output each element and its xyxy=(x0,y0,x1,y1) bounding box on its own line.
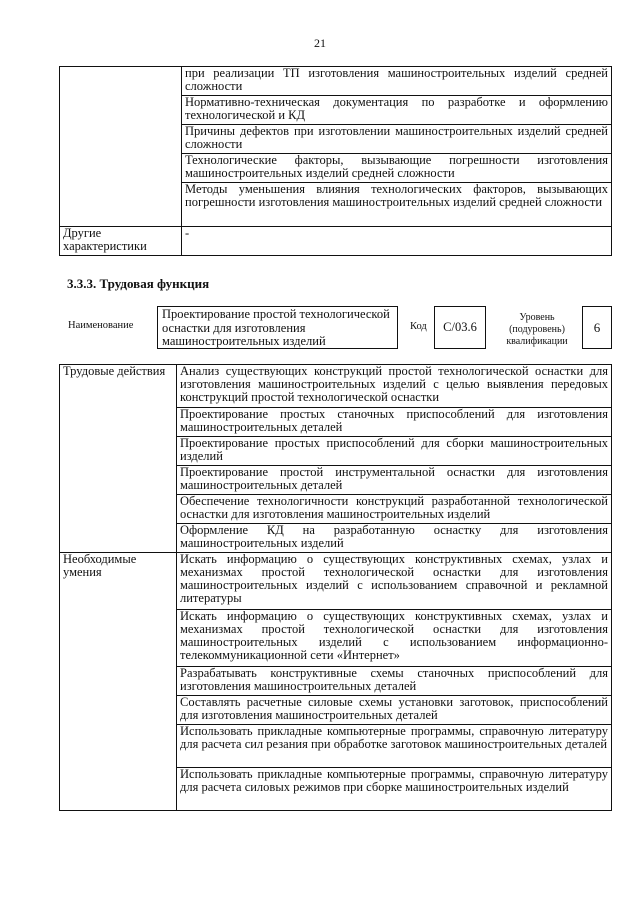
empty-label-cell xyxy=(60,67,182,227)
skills-label: Необходимые умения xyxy=(60,553,177,811)
table-cell: Использовать прикладные компьютерные программы, справочную литературу для расчета сил резания при обработке заготовок машиностроительных деталей xyxy=(177,725,612,768)
table-row xyxy=(60,227,612,256)
table-cell: Технологические факторы, вызывающие погрешности изготовления машиностроительных изделий средней сложности xyxy=(182,154,612,183)
code-value: C/03.6 xyxy=(434,306,486,349)
table-cell: Методы уменьшения влияния технологических факторов, вызывающих погрешности изготовления машиностроительных изделий средней сложности xyxy=(182,183,612,227)
table-cell: Обеспечение технологичности конструкций разработанной технологической оснастки для изготовления машиностроительных изделий xyxy=(177,495,612,524)
table-cell: Анализ существующих конструкций простой технологической оснастки для изготовления машиностроительных изделий с целью выявления передовых конструкций простой технологической оснастки xyxy=(177,365,612,408)
actions-label: Трудовые действия xyxy=(60,365,177,553)
code-label: Код xyxy=(410,321,427,332)
level-label: Уровень (подуровень) квалификации xyxy=(506,312,568,347)
section-heading: 3.3.3. Трудовая функция xyxy=(67,276,210,291)
table-cell: Проектирование простой инструментальной оснастки для изготовления машиностроительных деталей xyxy=(177,466,612,495)
table-cell: Оформление КД на разработанную оснастку для изготовления машиностроительных изделий xyxy=(177,524,612,553)
table-cell: Составлять расчетные силовые схемы установки заготовок, приспособлений для изготовления машиностроительных деталей xyxy=(177,696,612,725)
page-number: 21 xyxy=(314,36,326,50)
name-label: Наименование xyxy=(68,320,134,331)
table-cell: Проектирование простых станочных приспособлений для изготовления машиностроительных деталей xyxy=(177,408,612,437)
labor-function-table xyxy=(59,364,612,811)
table-row xyxy=(60,553,612,610)
other-characteristics-value: - xyxy=(182,227,612,256)
table-cell: Причины дефектов при изготовлении машиностроительных изделий средней сложности xyxy=(182,125,612,154)
table-cell: при реализации ТП изготовления машиностроительных изделий средней сложности xyxy=(182,67,612,96)
table-cell: Искать информацию о существующих конструктивных схемах, узлах и механизмах простой технологической оснастки для изготовления машиностроительных изделий с использованием информационно-телекоммуникационной сети «Интернет» xyxy=(177,610,612,667)
knowledge-table-continued xyxy=(59,66,612,256)
table-row xyxy=(60,365,612,408)
table-cell: Искать информацию о существующих конструктивных схемах, узлах и механизмах простой технологической оснастки для изготовления машиностроительных изделий с использованием справочной и рекламной литературы xyxy=(177,553,612,610)
table-row xyxy=(60,67,612,96)
table-cell: Нормативно-техническая документация по разработке и оформлению технологической и КД xyxy=(182,96,612,125)
level-value: 6 xyxy=(582,306,612,349)
table-cell: Использовать прикладные компьютерные программы, справочную литературу для расчета силовых режимов при сборке машиностроительных изделий xyxy=(177,768,612,811)
table-cell: Проектирование простых приспособлений для сборки машиностроительных изделий xyxy=(177,437,612,466)
other-characteristics-label: Другие характеристики xyxy=(60,227,182,256)
name-value: Проектирование простой технологической оснастки для изготовления машиностроительных изделий xyxy=(157,306,398,349)
table-cell: Разрабатывать конструктивные схемы станочных приспособлений для изготовления машиностроительных деталей xyxy=(177,667,612,696)
